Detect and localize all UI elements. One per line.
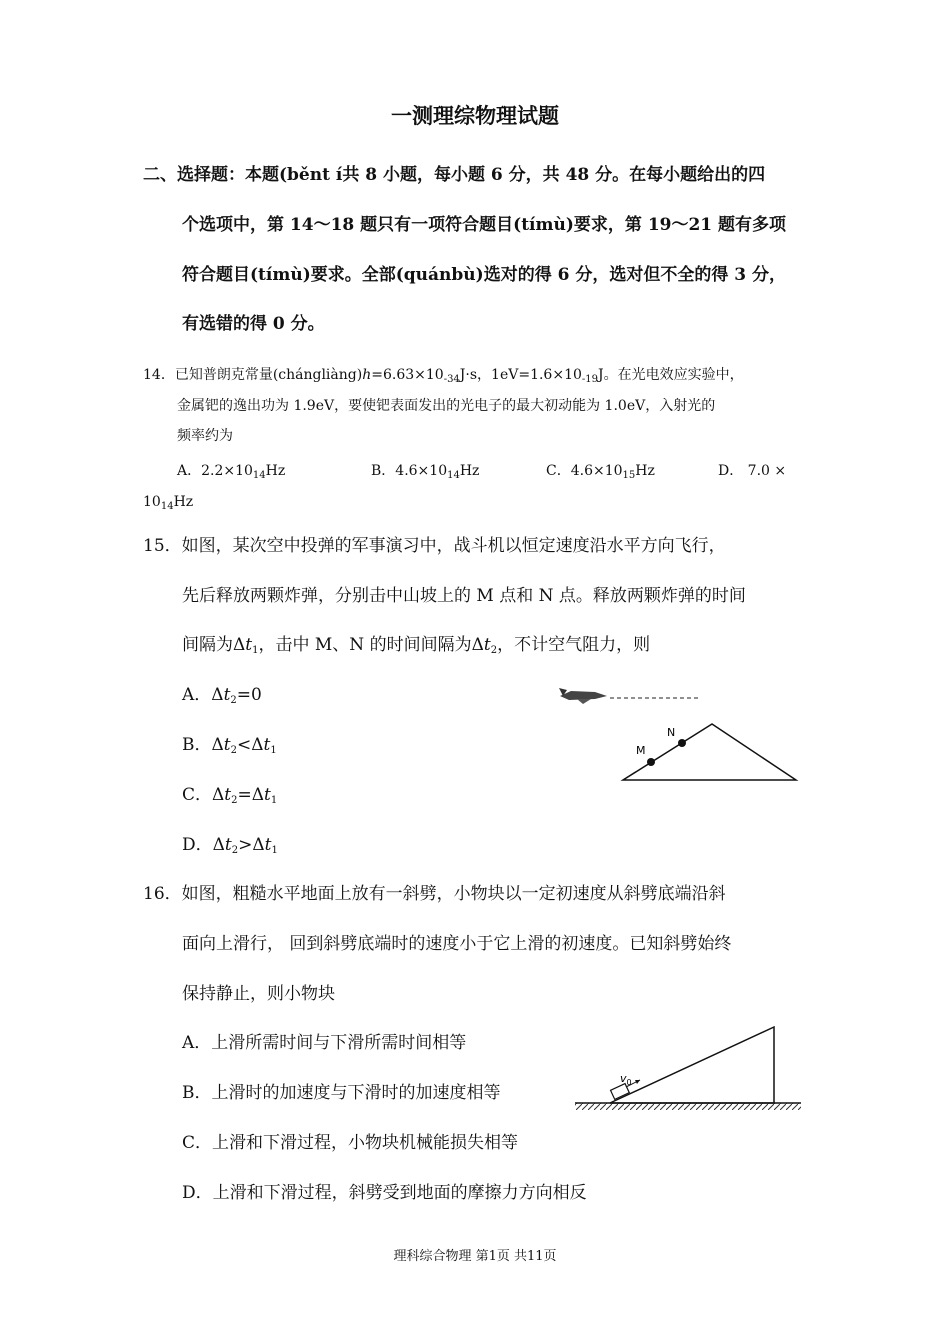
q16-figure (570, 1020, 805, 1115)
q16-option-b: B．上滑时的加速度与下滑时的加速度相等 (182, 1083, 501, 1103)
q16-stem-line-3: 保持静止，则小物块 (182, 984, 335, 1004)
q14-stem-line-2: 金属钯的逸出功为 1.9eV，要使钯表面发出的光电子的最大初动能为 1.0eV，入射光的 (177, 398, 716, 414)
section-instructions-line-2: 个选项中，第 14～18 题只有一项符合题目(tímù)要求，第 19～21 题有多项 (182, 215, 787, 235)
q16-stem-line-2: 面向上滑行， 回到斜劈底端时的速度小于它上滑的初速度。已知斜劈始终 (182, 934, 732, 954)
q15-option-b: B．$\Delta t_2<\Delta t_1$ (182, 735, 277, 756)
q14-option-b: B．$4.6\times 10_{14}Hz$ (371, 463, 480, 481)
q15-stem-line-2: 先后释放两颗炸弹，分别击中山坡上的 M 点和 N 点。释放两颗炸弹的时间 (182, 586, 746, 606)
q14-stem-line-3: 频率约为 (177, 428, 233, 444)
q15-stem-line-3: 间隔为$\Delta t_1$，击中 M、N 的时间间隔为$\Delta t_2$，不计空气阻力，则 (182, 635, 651, 656)
section-instructions-line-4: 有选错的得 0 分。 (182, 314, 325, 334)
q14-stem-line-1: 14．已知普朗克常量$(chángliàng)h=6.63\times 10_{-34}J\cdot s$，$1eV=1.6\times 10_{-19}J$。在光电效应实验中， (143, 367, 744, 385)
q14-option-d: D． 7.0 × (718, 463, 787, 479)
q15-figure (555, 682, 805, 787)
q15-option-c: C．$\Delta t_2=\Delta t_1$ (182, 785, 278, 806)
slope-triangle (623, 724, 796, 780)
section-instructions-line-3: 符合题目(tímù)要求。全部(quánbù)选对的得 6 分，选对但不全的得 3 分， (182, 265, 787, 285)
label-m: M (636, 744, 646, 757)
label-v0: $v_0$ (620, 1072, 632, 1087)
q16-option-d: D．上滑和下滑过程，斜劈受到地面的摩擦力方向相反 (182, 1183, 587, 1203)
jet-icon (559, 688, 607, 704)
page-footer: 理科综合物理 第1页 共11页 (393, 1249, 557, 1264)
wedge (610, 1027, 774, 1103)
q15-option-d: D．$\Delta t_2>\Delta t_1$ (182, 835, 278, 856)
q16-option-a: A．上滑所需时间与下滑所需时间相等 (182, 1033, 467, 1053)
q14-option-a: A．$2.2\times 10_{14}Hz$ (177, 463, 286, 481)
page-title: 一测理综物理试题 (391, 103, 559, 128)
q14-option-d-wrap: $10_{14}Hz$ (143, 494, 194, 512)
q14-option-c: C．$4.6\times 10_{15}Hz$ (546, 463, 655, 481)
point-n (678, 739, 686, 747)
label-n: N (667, 726, 676, 739)
q16-stem-line-1: 16．如图，粗糙水平地面上放有一斜劈，小物块以一定初速度从斜劈底端沿斜 (143, 884, 726, 904)
ground-hatching (575, 1103, 801, 1110)
point-m (647, 758, 655, 766)
q15-stem-line-1: 15．如图，某次空中投弹的军事演习中，战斗机以恒定速度沿水平方向飞行， (143, 536, 726, 556)
q16-option-c: C．上滑和下滑过程，小物块机械能损失相等 (182, 1133, 519, 1153)
q15-option-a: A．$\Delta t_2=0$ (182, 685, 262, 706)
section-instructions-line-1: 二、选择题：本题(běnt í共 8 小题，每小题 6 分，共 48 分。在每小题给出的四 (143, 165, 766, 185)
